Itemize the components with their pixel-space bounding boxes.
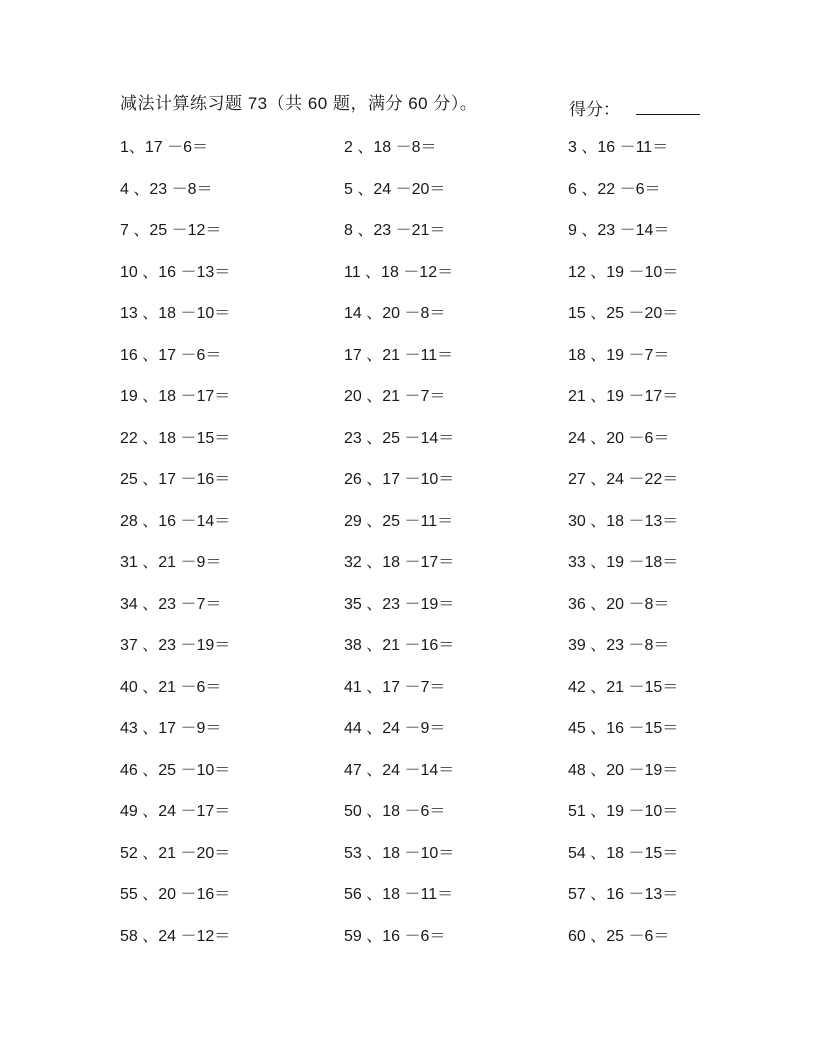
problem-item: 56 、18 －11＝ [344, 886, 454, 903]
problem-item: 60 、25 －6＝ [568, 927, 670, 945]
problem-item: 1、17 －6＝ [120, 139, 209, 156]
problem-grid [120, 137, 720, 967]
problem-item: 33 、19 －18＝ [568, 554, 679, 571]
problem-item: 7 、25 －12＝ [120, 222, 222, 239]
problem-item: 26 、17 －10＝ [344, 471, 455, 488]
problem-item: 35 、23 －19＝ [344, 595, 455, 613]
problem-item: 11 、18 －12＝ [344, 263, 454, 281]
problem-item: 45 、16 －15＝ [568, 720, 679, 737]
problem-item: 24 、20 －6＝ [568, 429, 670, 447]
problem-item: 49 、24 －17＝ [120, 803, 231, 820]
problem-item: 15 、25 －20＝ [568, 305, 679, 322]
problem-item: 50 、18 －6＝ [344, 803, 446, 820]
problem-item: 17 、21 －11＝ [344, 346, 454, 364]
problem-item: 12 、19 －10＝ [568, 263, 679, 281]
problem-item: 30 、18 －13＝ [568, 512, 679, 530]
score-blank-line[interactable] [636, 100, 700, 115]
problem-item: 23 、25 －14＝ [344, 429, 455, 447]
score-label: 得分： [569, 100, 620, 119]
problem-item: 18 、19 －7＝ [568, 346, 670, 364]
problem-item: 31 、21 －9＝ [120, 554, 222, 571]
problem-item: 2 、18 －8＝ [344, 139, 437, 156]
problem-item: 59 、16 －6＝ [344, 927, 446, 945]
problem-item: 55 、20 －16＝ [120, 886, 231, 903]
problem-item: 40 、21 －6＝ [120, 678, 222, 696]
problem-item: 22 、18 －15＝ [120, 429, 231, 447]
problem-item: 41 、17 －7＝ [344, 678, 446, 696]
problem-item: 38 、21 －16＝ [344, 637, 455, 654]
problem-item: 10 、16 －13＝ [120, 263, 231, 281]
problem-item: 47 、24 －14＝ [344, 761, 455, 779]
problem-item: 14 、20 －8＝ [344, 305, 446, 322]
worksheet-title: 减法计算练习题 73（共 60 题，满分 60 分）。 [120, 94, 478, 113]
problem-item: 13 、18 －10＝ [120, 305, 231, 322]
problem-item: 16 、17 －6＝ [120, 346, 222, 364]
problem-item: 39 、23 －8＝ [568, 637, 670, 654]
problem-item: 51 、19 －10＝ [568, 803, 679, 820]
problem-item: 42 、21 －15＝ [568, 678, 679, 696]
problem-item: 6 、22 －6＝ [568, 180, 661, 198]
score-field [569, 95, 700, 120]
problem-item: 54 、18 －15＝ [568, 844, 679, 862]
problem-item: 34 、23 －7＝ [120, 595, 222, 613]
problem-item: 20 、21 －7＝ [344, 388, 446, 405]
problem-item: 25 、17 －16＝ [120, 471, 231, 488]
problem-item: 3 、16 －11＝ [568, 139, 669, 156]
problem-item: 44 、24 －9＝ [344, 720, 446, 737]
problem-item: 46 、25 －10＝ [120, 761, 231, 779]
problem-item: 27 、24 －22＝ [568, 471, 679, 488]
problem-item: 19 、18 －17＝ [120, 388, 231, 405]
problem-item: 58 、24 －12＝ [120, 927, 231, 945]
problem-item: 29 、25 －11＝ [344, 512, 454, 530]
problem-item: 28 、16 －14＝ [120, 512, 231, 530]
problem-item: 9 、23 －14＝ [568, 222, 670, 239]
problem-item: 48 、20 －19＝ [568, 761, 679, 779]
problem-item: 37 、23 －19＝ [120, 637, 231, 654]
problem-item: 36 、20 －8＝ [568, 595, 670, 613]
problem-item: 32 、18 －17＝ [344, 554, 455, 571]
problem-item: 52 、21 －20＝ [120, 844, 231, 862]
problem-item: 4 、23 －8＝ [120, 180, 213, 198]
problem-item: 5 、24 －20＝ [344, 180, 446, 198]
problem-item: 21 、19 －17＝ [568, 388, 679, 405]
problem-item: 57 、16 －13＝ [568, 886, 679, 903]
problem-item: 43 、17 －9＝ [120, 720, 222, 737]
problem-item: 8 、23 －21＝ [344, 222, 446, 239]
problem-item: 53 、18 －10＝ [344, 844, 455, 862]
